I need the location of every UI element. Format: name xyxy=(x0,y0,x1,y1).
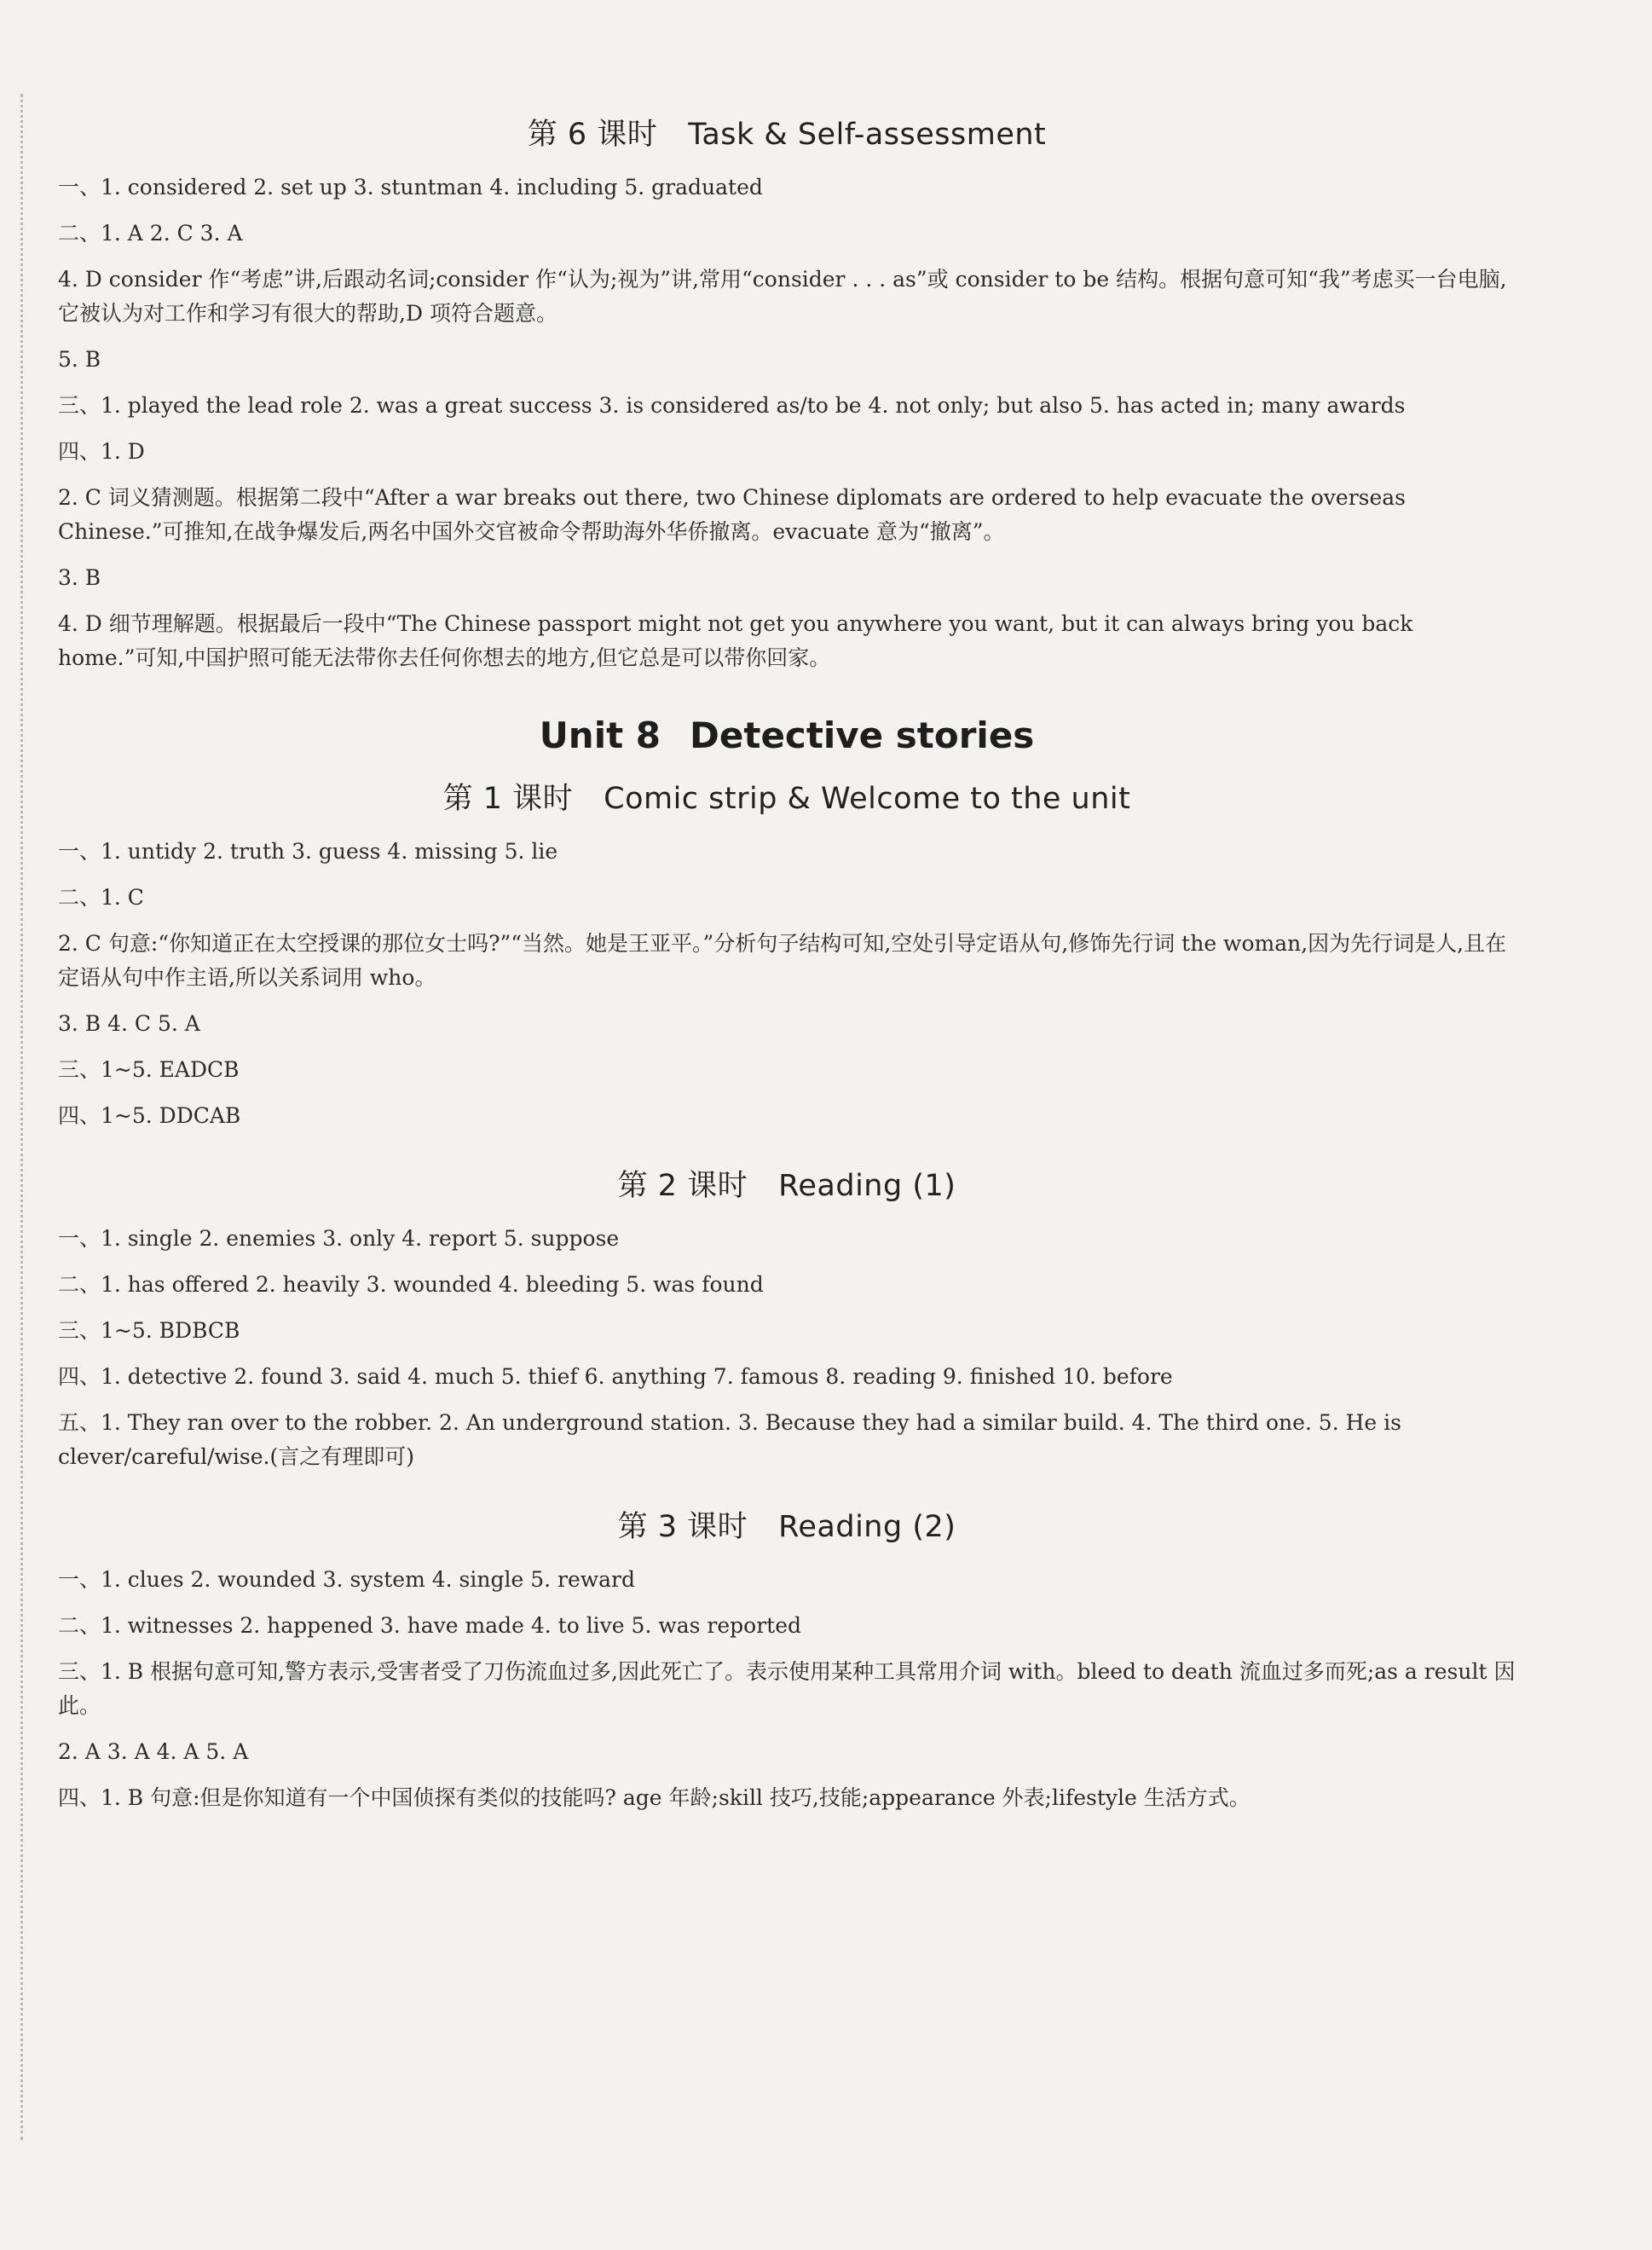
lesson3-heading-text: Reading (2) xyxy=(778,1510,956,1544)
lesson2-line: 三、1~5. BDBCB xyxy=(58,1318,240,1343)
lesson2-line: 五、1. They ran over to the robber. 2. An underground station. 3. Because they had a similar build. 4. The third one. 5. He is clever/careful/wise.(言之有理即可) xyxy=(58,1410,1401,1469)
lesson6-line: 三、1. played the lead role 2. was a great success 3. is considered as/to be 4. not only; but also 5. has acted in; many awards xyxy=(58,393,1406,418)
lesson6-line: 5. B xyxy=(58,347,101,372)
lesson6-heading-text: Task & Self-assessment xyxy=(688,118,1047,152)
lesson2-line: 一、1. single 2. enemies 3. only 4. report 5. suppose xyxy=(58,1226,620,1251)
lesson3-heading xyxy=(58,1503,1516,1546)
lesson1-heading-num: 第 1 课时 xyxy=(442,782,574,816)
lesson1-line: 二、1. C xyxy=(58,885,144,910)
lesson6-line: 一、1. considered 2. set up 3. stuntman 4. including 5. graduated xyxy=(58,175,763,200)
lesson2-heading-num: 第 2 课时 xyxy=(617,1169,748,1203)
lesson6-line: 4. D 细节理解题。根据最后一段中“The Chinese passport might not get you anywhere you want, but it can always bring you back home.”可知,中国护照可能无法带你去任何你想去的地方,但它总是可以带你回家。 xyxy=(58,611,1413,670)
lesson3-line: 一、1. clues 2. wounded 3. system 4. single 5. reward xyxy=(58,1567,636,1592)
lesson3-line: 二、1. witnesses 2. happened 3. have made 4. to live 5. was reported xyxy=(58,1613,802,1638)
lesson6-heading-num: 第 6 课时 xyxy=(527,118,658,152)
lesson6-line: 2. C 词义猜测题。根据第二段中“After a war breaks out there, two Chinese diplomats are ordered to help evacuate the overseas Chinese.”可推知,在战争爆发后,两名中国外交官被命令帮助海外华侨撤离。evacuate 意为“撤离”。 xyxy=(58,485,1407,544)
lesson2-line: 四、1. detective 2. found 3. said 4. much 5. thief 6. anything 7. famous 8. reading 9. finished 10. before xyxy=(58,1364,1173,1389)
lesson1-heading xyxy=(58,775,1516,818)
lesson2-line: 二、1. has offered 2. heavily 3. wounded 4. bleeding 5. was found xyxy=(58,1272,764,1297)
lesson3-line: 四、1. B 句意:但是你知道有一个中国侦探有类似的技能吗? age 年龄;skill 技巧,技能;appearance 外表;lifestyle 生活方式。 xyxy=(58,1785,1251,1810)
lesson1-heading-text: Comic strip & Welcome to the unit xyxy=(604,782,1131,816)
lesson6-heading xyxy=(58,111,1516,153)
lesson1-line: 一、1. untidy 2. truth 3. guess 4. missing 5. lie xyxy=(58,839,558,864)
lesson3-line: 三、1. B 根据句意可知,警方表示,受害者受了刀伤流血过多,因此死亡了。表示使用某种工具常用介词 with。bleed to death 流血过多而死;as a result 因此。 xyxy=(58,1659,1516,1718)
lesson2-heading xyxy=(58,1162,1516,1205)
lesson1-line: 2. C 句意:“你知道正在太空授课的那位女士吗?”“当然。她是王亚平。”分析句子结构可知,空处引导定语从句,修饰先行词 the woman,因为先行词是人,且在定语从句中作主语,所以关系词用 who。 xyxy=(58,931,1507,990)
lesson1-line: 三、1~5. EADCB xyxy=(58,1057,240,1082)
unit-title xyxy=(58,714,1516,756)
lesson3-line: 2. A 3. A 4. A 5. A xyxy=(58,1739,249,1764)
lesson6-line: 四、1. D xyxy=(58,439,145,464)
unit-label: Unit 8 xyxy=(539,714,661,756)
unit-name: Detective stories xyxy=(690,714,1035,756)
lesson6-line: 4. D consider 作“考虑”讲,后跟动名词;consider 作“认为;视为”讲,常用“consider . . . as”或 consider to be 结构。根据句意可知“我”考虑买一台电脑,它被认为对工作和学习有很大的帮助,D 项符合题意。 xyxy=(58,267,1507,326)
lesson1-line: 四、1~5. DDCAB xyxy=(58,1103,241,1128)
lesson6-line: 二、1. A 2. C 3. A xyxy=(58,221,243,246)
page-content xyxy=(58,101,1516,1815)
lesson6-line: 3. B xyxy=(58,565,101,590)
lesson1-line: 3. B 4. C 5. A xyxy=(58,1011,200,1036)
lesson2-heading-text: Reading (1) xyxy=(778,1169,956,1203)
lesson3-heading-num: 第 3 课时 xyxy=(617,1510,748,1544)
binding-dotted-line xyxy=(20,94,23,2140)
